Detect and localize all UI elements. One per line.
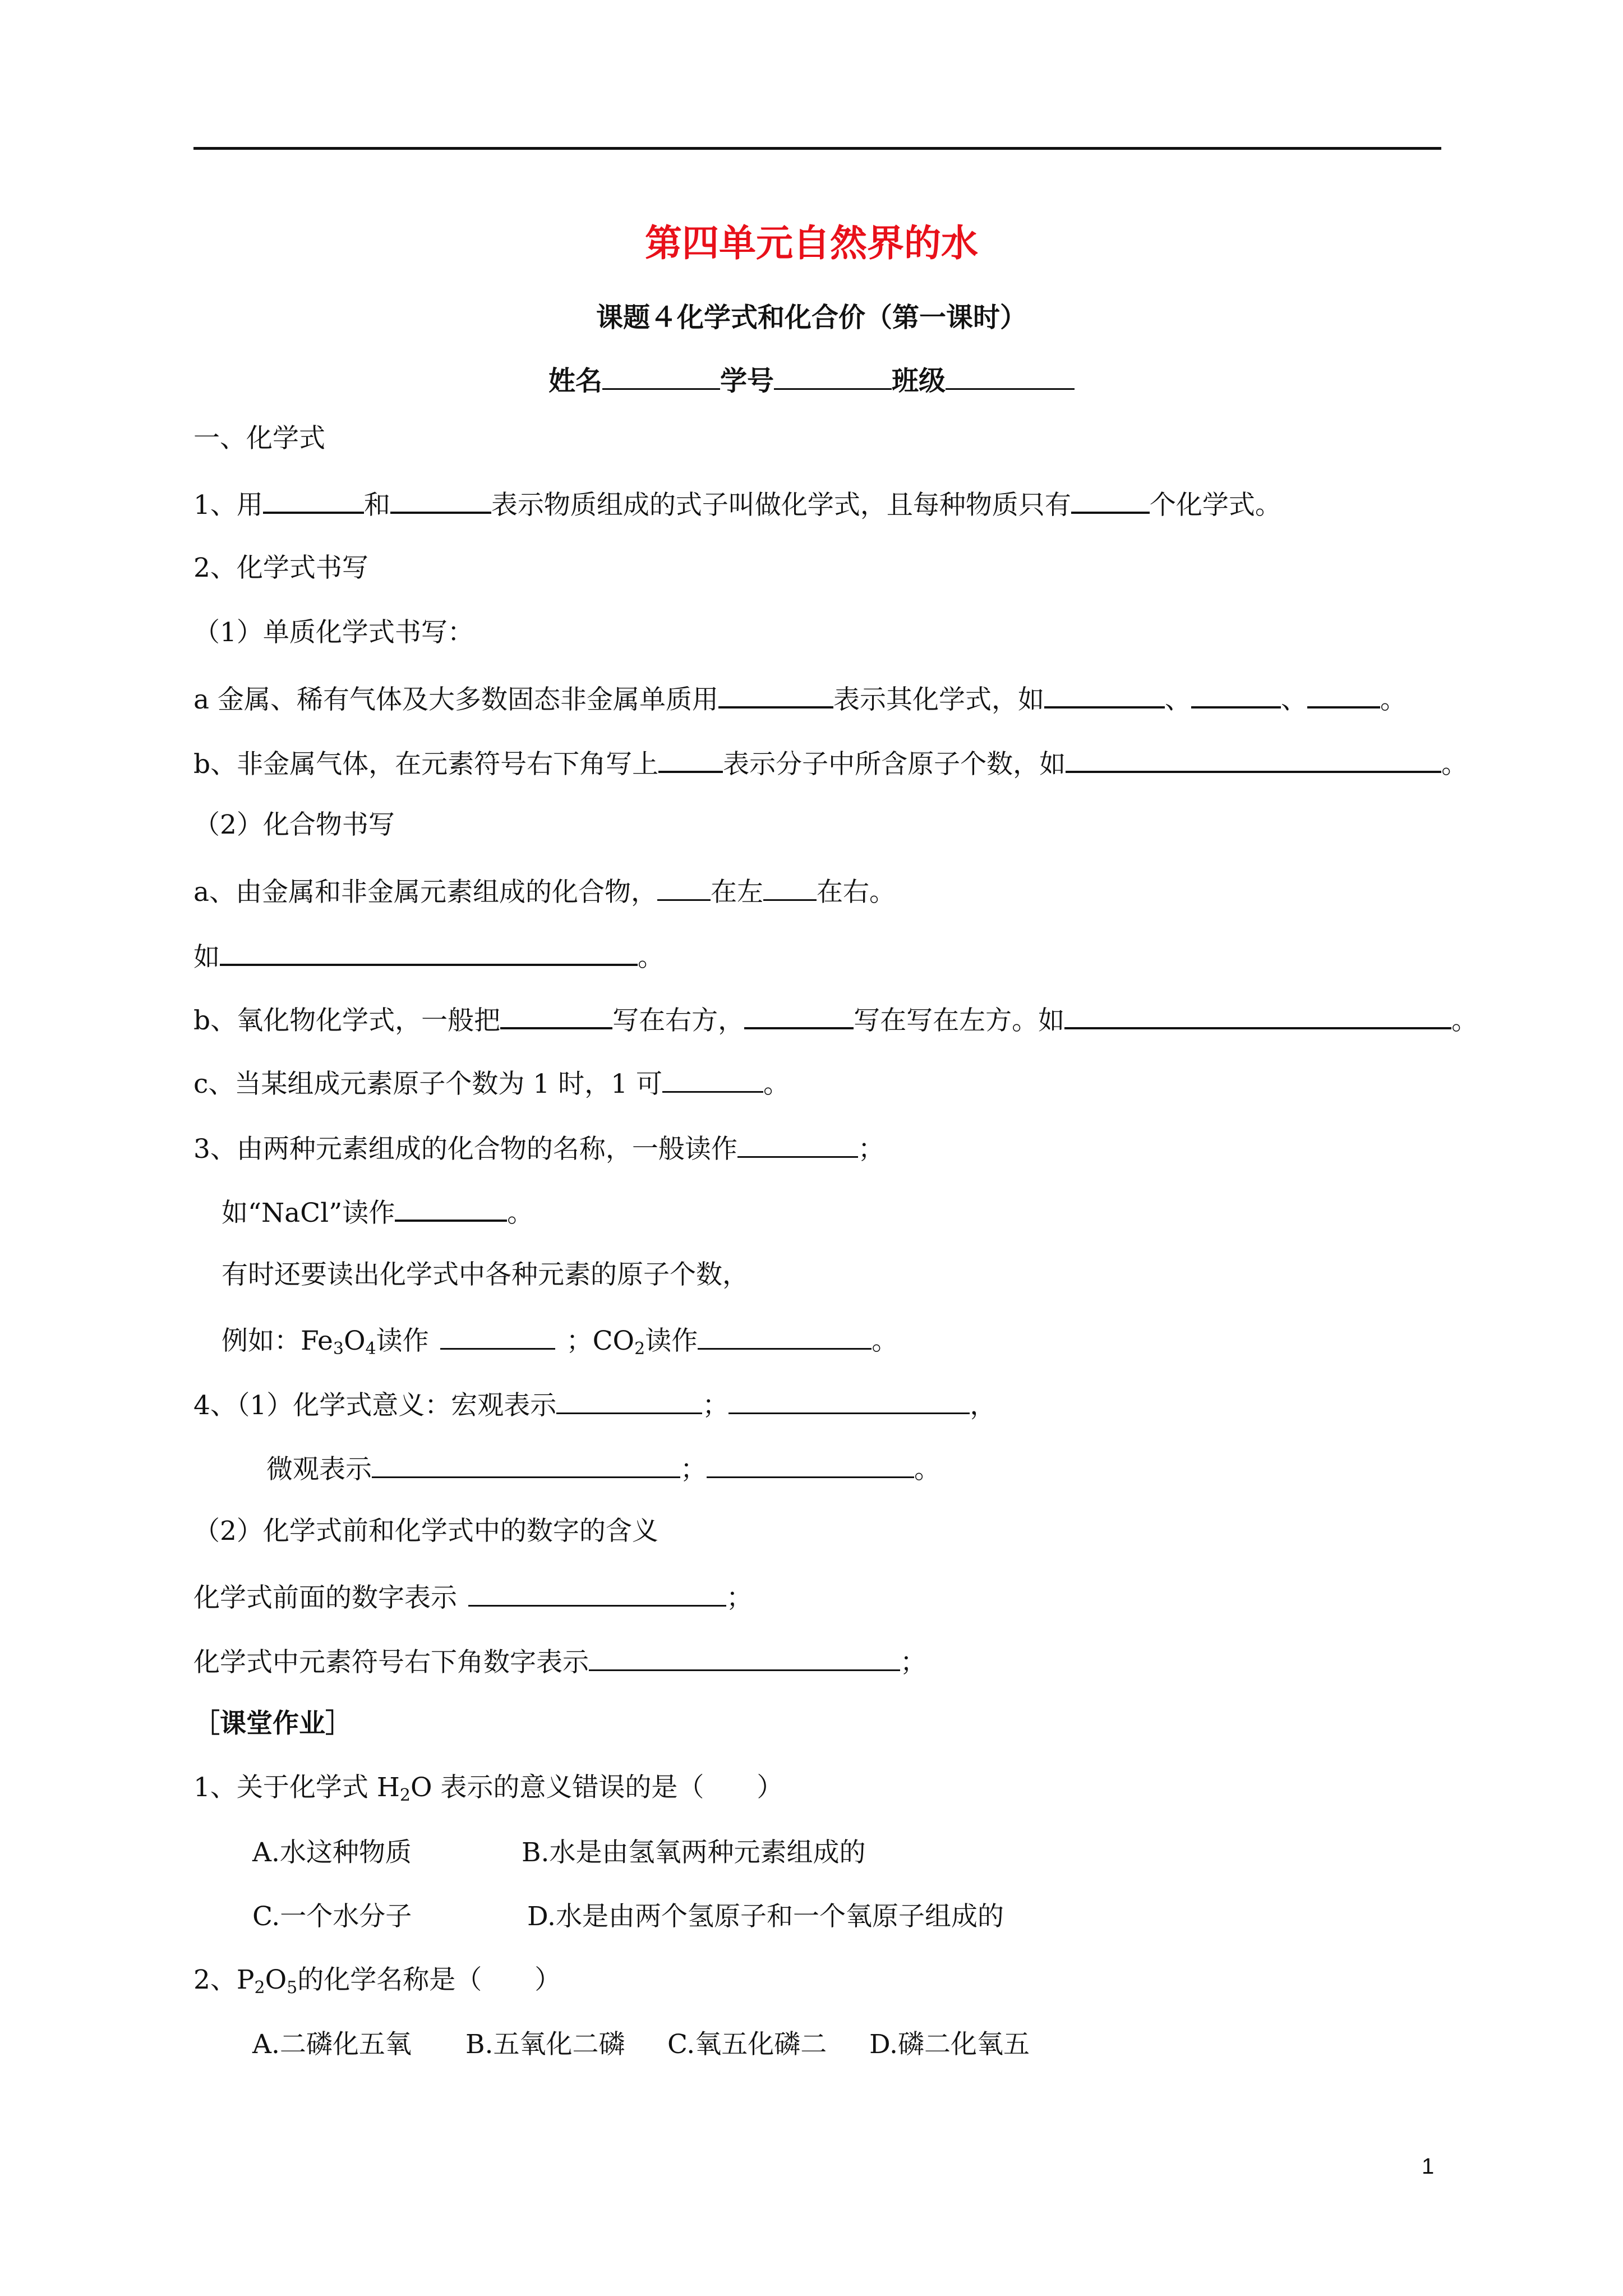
blank[interactable] xyxy=(440,1322,555,1350)
q1-option-d[interactable]: D.水是由两个氢原子和一个氧原子组成的 xyxy=(527,1901,1004,1932)
blank[interactable] xyxy=(662,1065,763,1093)
blank[interactable] xyxy=(658,745,723,773)
section-heading-chemical-formula: 一、化学式 xyxy=(193,423,325,454)
question-2-2: （2）化合物书写 xyxy=(193,809,395,840)
classwork-heading: ［课堂作业］ xyxy=(193,1708,352,1739)
coefficient-meaning: 化学式前面的数字表示 ； xyxy=(193,1579,753,1615)
name-blank[interactable] xyxy=(602,362,720,390)
lesson-subtitle: 课题４化学式和化合价（第一课时） xyxy=(596,302,1027,333)
item-c-atom-count: c、当某组成元素原子个数为 1 时，1 可 。 xyxy=(193,1065,790,1101)
blank[interactable] xyxy=(698,1322,872,1350)
reading-examples: 例如：$Fe_3O_4$读作 ；$CO_2$读作 。 xyxy=(222,1322,898,1366)
header-rule xyxy=(193,147,1441,150)
q2-option-d[interactable]: D.磷二化氧五 xyxy=(869,2029,1030,2060)
blank[interactable] xyxy=(718,680,833,708)
blank[interactable] xyxy=(728,1387,970,1414)
blank[interactable] xyxy=(1071,486,1150,514)
compound-example: 如 。 xyxy=(193,938,664,974)
atom-count-note: 有时还要读出化学式中各种元素的原子个数， xyxy=(222,1259,749,1290)
question-2-1: （1）单质化学式书写： xyxy=(193,617,474,648)
question-3: 3、由两种元素组成的化合物的名称，一般读作 ； xyxy=(193,1130,884,1166)
q2-option-b[interactable]: B.五氧化二磷 xyxy=(465,2029,625,2060)
blank[interactable] xyxy=(1066,745,1441,773)
q2-option-c[interactable]: C.氧五化磷二 xyxy=(667,2029,827,2060)
blank[interactable] xyxy=(589,1644,900,1671)
item-a-compounds: a、由金属和非金属元素组成的化合物， 在左 在右。 xyxy=(193,873,896,909)
classwork-question-2: 2、$P_2O_5$的化学名称是（ ） xyxy=(193,1964,561,1998)
blank[interactable] xyxy=(1307,680,1380,708)
name-label: 姓名 xyxy=(548,365,602,397)
blank[interactable] xyxy=(263,486,364,514)
blank[interactable] xyxy=(763,873,817,901)
q2-option-a[interactable]: A.二磷化五氧 xyxy=(252,2029,412,2060)
class-blank[interactable] xyxy=(946,362,1075,390)
unit-title: 第四单元自然界的水 xyxy=(645,222,978,265)
question-1: 1、用 和 表示物质组成的式子叫做化学式，且每种物质只有 个化学式。 xyxy=(193,486,1281,522)
classwork-question-1: 1、关于化学式 $H_2O$ 表示的意义错误的是（ ） xyxy=(193,1772,783,1805)
q1-option-a[interactable]: A.水这种物质 xyxy=(252,1837,412,1868)
question-4-2: （2）化学式前和化学式中的数字的含义 xyxy=(193,1516,658,1547)
question-2: 2、化学式书写 xyxy=(193,553,368,583)
blank[interactable] xyxy=(220,938,638,966)
blank[interactable] xyxy=(1044,680,1165,708)
blank[interactable] xyxy=(1064,1001,1451,1029)
student-info-line xyxy=(0,359,1623,398)
item-a-elements: a 金属、稀有气体及大多数固态非金属单质用 表示其化学式，如 、 、 。 xyxy=(193,680,1407,717)
blank[interactable] xyxy=(395,1194,507,1222)
blank[interactable] xyxy=(657,873,711,901)
blank[interactable] xyxy=(707,1451,914,1478)
item-b-gases: b、非金属气体，在元素符号右下角写上 表示分子中所含原子个数，如 。 xyxy=(193,745,1468,781)
subscript-meaning: 化学式中元素符号右下角数字表示 ； xyxy=(193,1644,926,1680)
micro-meaning: 微观表示 ； 。 xyxy=(266,1451,940,1487)
q1-option-b[interactable]: B.水是由氢氧两种元素组成的 xyxy=(522,1837,866,1868)
blank[interactable] xyxy=(500,1001,612,1029)
id-label: 学号 xyxy=(720,365,774,397)
id-blank[interactable] xyxy=(774,362,892,390)
blank[interactable] xyxy=(556,1387,702,1414)
blank[interactable] xyxy=(744,1001,854,1029)
blank[interactable] xyxy=(1191,680,1281,708)
blank[interactable] xyxy=(468,1579,726,1607)
q1-option-c[interactable]: C.一个水分子 xyxy=(252,1901,412,1932)
question-4-1: 4、（1）化学式意义：宏观表示 ； ， xyxy=(193,1387,996,1423)
nacl-reading: 如“NaCl”读作 。 xyxy=(222,1194,533,1230)
blank[interactable] xyxy=(390,486,491,514)
blank[interactable] xyxy=(737,1130,858,1158)
blank[interactable] xyxy=(372,1451,680,1478)
item-b-oxides: b、氧化物化学式，一般把 写在右方， 写在写在左方。如 。 xyxy=(193,1001,1478,1038)
page-number: 1 xyxy=(1422,2154,1435,2179)
class-label: 班级 xyxy=(892,365,946,397)
